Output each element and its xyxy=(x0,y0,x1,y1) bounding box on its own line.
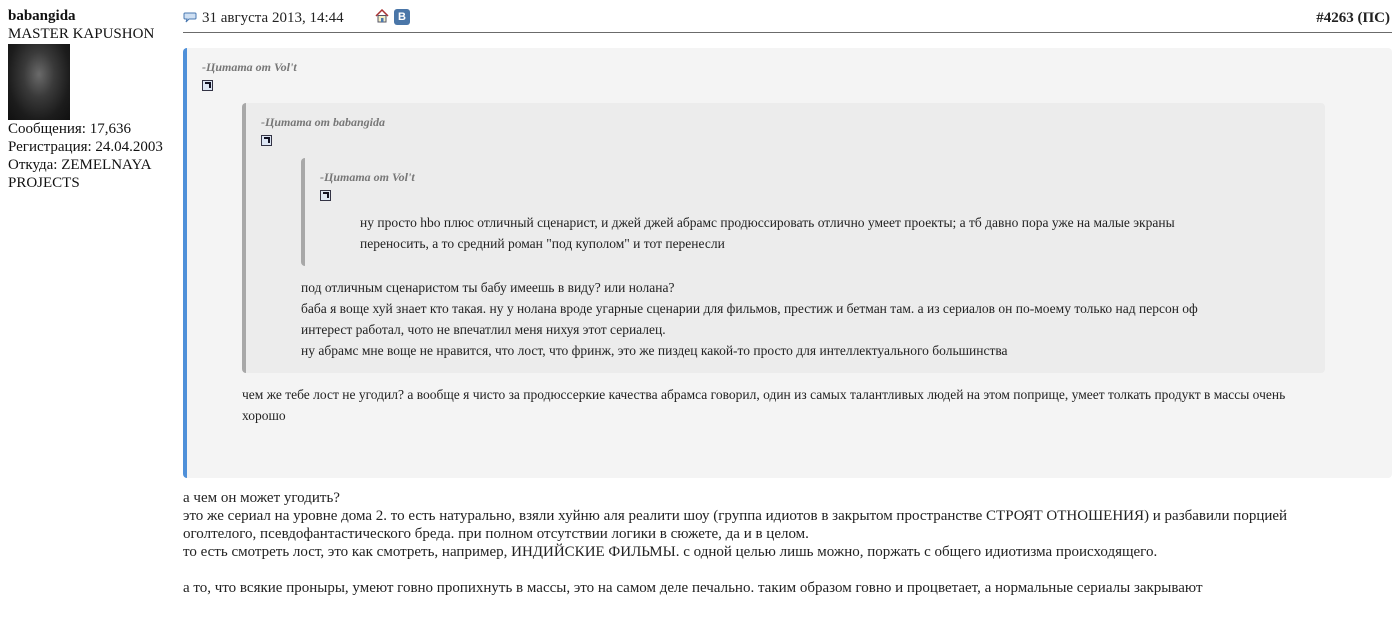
quote-author: -Цитата от Vol't xyxy=(320,170,415,184)
quote-text xyxy=(242,384,1380,426)
username[interactable]: babangida xyxy=(8,8,76,24)
post xyxy=(183,7,1392,597)
post-message xyxy=(183,489,1392,597)
quote-author: -Цитата от Vol't xyxy=(202,60,297,74)
quote-babangida xyxy=(242,103,1325,373)
message-line: оголтелого, псевдофантастического бреда. при полном отсутствии логики в сюжете, да и в целом. xyxy=(183,526,809,542)
user-rank: MASTER KAPUSHON xyxy=(8,26,155,42)
quote-line: баба я воще хуй знает кто такая. ну у нолана вроде угарные сценарии для фильмов, престиж и бетман там. а из сериалов он по-моему только над персон оф xyxy=(301,301,1198,316)
quote-line: переносить, а то средний роман "под куполом" и тот перенесли xyxy=(360,236,725,251)
quote-text xyxy=(301,277,1313,361)
quote-link-icon[interactable] xyxy=(202,80,213,91)
user-profile xyxy=(8,7,180,192)
quote-link-icon[interactable] xyxy=(320,190,331,201)
quote-line: интерест работал, чото не впечатлил меня нихуя этот сериалец. xyxy=(301,322,666,337)
pm-link[interactable]: ПС xyxy=(1362,10,1385,26)
vk-icon[interactable]: В xyxy=(394,9,410,25)
quote-line: под отличным сценаристом ты бабу имеешь в виду? или нолана? xyxy=(301,280,675,295)
speech-bubble-icon[interactable] xyxy=(183,12,197,23)
quote-line: ну абрамс мне воще не нравится, что лост, что фринж, это же пиздец какой-то просто для интеллектуального большинства xyxy=(301,343,1008,358)
post-number-link[interactable]: #4263 xyxy=(1316,10,1354,26)
avatar[interactable] xyxy=(8,44,70,120)
paragraph-gap xyxy=(183,561,1392,579)
message-line: то есть смотреть лост, это как смотреть, например, ИНДИЙСКИЕ ФИЛЬМЫ. с одной целью лишь можно, поржать с общего идиотизма происходящего. xyxy=(183,544,1158,560)
message-line: а чем он может угодить? xyxy=(183,490,340,506)
quote-volt-inner xyxy=(301,158,1313,266)
user-messages-count: Сообщения: 17,636 xyxy=(8,121,131,137)
quote-line: ну просто hbo плюс отличный сценарист, и джей джей абрамс продюссировать отлично умеет проекты; а тб давно пора уже на малые экраны xyxy=(360,215,1175,230)
quote-text xyxy=(360,212,1301,254)
quote-volt-outer xyxy=(183,48,1392,478)
quote-author: -Цитата от babangida xyxy=(261,115,386,129)
quote-line: хорошо xyxy=(242,408,286,423)
post-number: #4263 (ПС) xyxy=(1316,10,1390,26)
message-line: это же сериал на уровне дома 2. то есть натурально, взяли хуйню аля реалити шоу (группа идиотов в закрытом пространстве СТРОЯТ ОТНОШЕНИЯ) и разбавили порцией xyxy=(183,508,1288,524)
user-location: Откуда: ZEMELNAYA PROJECTS xyxy=(8,157,151,191)
post-date: 31 августа 2013, 14:44 xyxy=(202,10,344,26)
quote-link-icon[interactable] xyxy=(261,135,272,146)
message-line: а то, что всякие проныры, умеют говно пропихнуть в массы, это на самом деле печально. таким образом говно и процветает, а нормальные сериалы закрывают xyxy=(183,580,1203,596)
post-header xyxy=(183,7,1392,33)
user-registration-date: Регистрация: 24.04.2003 xyxy=(8,139,163,155)
quote-line: чем же тебе лост не угодил? а вообще я чисто за продюссеркие качества абрамса говорил, один из самых талантливых людей на этом поприще, умеет толкать продукт в массы очень xyxy=(242,387,1286,402)
home-icon[interactable] xyxy=(375,9,389,23)
